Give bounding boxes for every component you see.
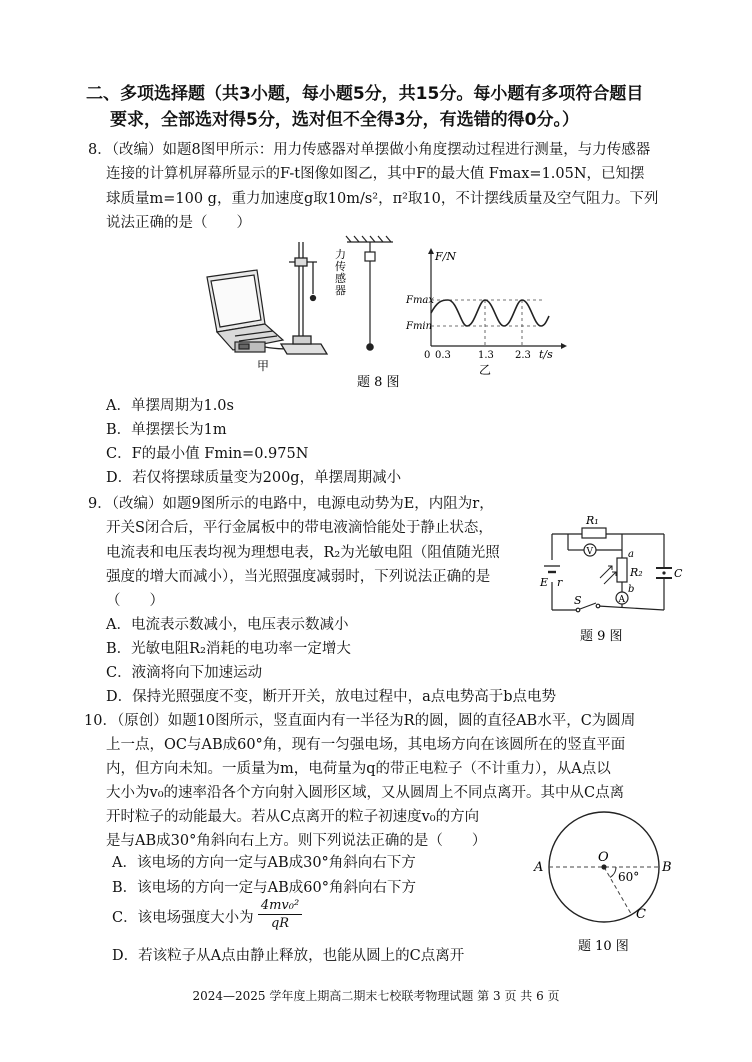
q10-circle-figure [532, 810, 692, 960]
ceiling-pendulum-icon [346, 236, 393, 350]
section-title-line1: 二、多项选择题（共3小题，每小题5分，共15分。每小题有多项符合题目 [86, 84, 644, 104]
q10-option-d: D．若该粒子从A点由静止释放，也能从圆上的C点离开 [112, 948, 465, 964]
q9-option-a: A．电流表示数减小，电压表示数减小 [106, 617, 349, 633]
q9-line-1: 9．（改编）如题9图所示的电路中，电源电动势为E，内阻为r， [88, 496, 494, 512]
switch-label: S [574, 594, 582, 607]
center-dot [601, 864, 606, 869]
internal-r-label: r [557, 576, 563, 589]
emf-label: E [540, 576, 549, 589]
fmin-label: Fmin [406, 321, 433, 332]
point-a-label: A [534, 860, 544, 875]
angle-arc [610, 867, 616, 877]
q10-line-6: 是与AB成30°角斜向右上方。则下列说法正确的是（ ） [106, 833, 487, 849]
origin-label: 0 [424, 350, 431, 361]
section-title-line2: 要求，全部选对得5分，选对但不全得3分，有选错的得0分。） [110, 110, 579, 130]
q10-line-3: 内，但方向未知。一质量为m，电荷量为q的带正电粒子（不计重力），从A点以 [106, 761, 611, 777]
pendulum-stand-icon [281, 242, 327, 354]
q8-option-a: A．单摆周期为1.0s [106, 398, 234, 414]
r1-label: R₁ [586, 514, 599, 527]
q9-option-b: B．光敏电阻R₂消耗的电功率一定增大 [106, 641, 351, 657]
q9-line-5: （ ） [106, 593, 164, 609]
q8-option-c: C．F的最小值 Fmin=0.975N [106, 446, 309, 462]
sensor-label-1: 力 [335, 248, 346, 261]
droplet-icon [662, 571, 665, 574]
voltmeter-label: V [586, 547, 593, 557]
q8-line-3: 球质量m=100 g，重力加速度g取10m/s²，π²取10，不计摆线质量及空气阻力。下列 [106, 191, 659, 207]
q9-line-2: 开关S闭合后，平行金属板中的带电液滴恰能处于静止状态， [106, 520, 493, 536]
q10-option-b: B．该电场的方向一定与AB成60°角斜向右下方 [112, 880, 416, 896]
sensor-label-4: 器 [335, 284, 346, 297]
q10-line-1: 10．（原创）如题10图所示，竖直面内有一半径为R的圆，圆的直径AB水平，C为圆周 [84, 713, 636, 729]
point-a-label: a [628, 549, 634, 560]
q10-line-2: 上一点，OC与AB成60°角，现有一匀强电场，其电场方向在该圆所在的竖直平面 [106, 737, 626, 753]
laptop-icon [207, 270, 283, 350]
q8-figure [195, 232, 570, 392]
q8-line-2: 连接的计算机屏幕所显示的F-t图像如图乙，其中F的最大值 Fmax=1.05N，已知摆 [106, 166, 645, 182]
tick-2-3: 2.3 [515, 350, 531, 361]
point-c-label: C [636, 907, 646, 922]
page-footer: 2024—2025 学年度上期高二期末七校联考物理试题 第 3 页 共 6 页 [192, 989, 560, 1003]
t-axis-label: t/s [539, 348, 553, 361]
q8-figure-caption: 题 8 图 [357, 375, 400, 390]
r2-label: R₂ [630, 566, 643, 579]
q10-figure-caption: 题 10 图 [578, 939, 629, 954]
point-b-label: b [628, 584, 635, 595]
q8-line-1: 8．（改编）如题8图甲所示：用力传感器对单摆做小角度摆动过程进行测量，与力传感器 [88, 142, 651, 158]
q8-line-4: 说法正确的是（ ） [106, 215, 251, 231]
q8-option-b: B．单摆摆长为1m [106, 422, 227, 438]
point-o-label: O [598, 850, 609, 865]
label-jia: 甲 [257, 359, 270, 373]
q9-option-d: D．保持光照强度不变，断开开关，放电过程中，a点电势高于b点电势 [106, 689, 557, 705]
q10-line-5: 开时粒子的动能最大。若从C点离开的粒子初速度v₀的方向 [106, 809, 480, 825]
tick-0-3: 0.3 [435, 350, 451, 361]
q9-line-3: 电流表和电压表均视为理想电表，R₂为光敏电阻（阻值随光照 [106, 545, 500, 561]
sensor-label-2: 传 [335, 260, 346, 273]
q9-option-c: C．液滴将向下加速运动 [106, 665, 263, 681]
q9-line-4: 强度的增大而减小），当光照强度减弱时，下列说法正确的是 [106, 569, 491, 585]
point-b-label: B [662, 860, 672, 875]
formula-denominator: qR [270, 916, 290, 931]
r2-photoresistor-icon [617, 558, 627, 582]
ammeter-label: A [618, 595, 625, 605]
capacitor-label: C [674, 567, 683, 580]
ft-graph [405, 248, 567, 361]
formula-numerator: 4mv₀² [258, 898, 302, 915]
battery-icon [544, 566, 560, 572]
fmax-label: Fmax [406, 295, 435, 306]
f-axis-label: F/N [435, 250, 456, 263]
label-yi: 乙 [479, 363, 492, 377]
q10-option-a: A．该电场的方向一定与AB成30°角斜向右下方 [112, 855, 416, 871]
q9-circuit-figure [538, 510, 683, 645]
q8-option-d: D．若仅将摆球质量变为200g，单摆周期减小 [106, 470, 402, 486]
light-arrows-icon [600, 566, 616, 584]
r1-resistor-icon [582, 528, 606, 538]
q10-line-4: 大小为v₀的速率沿各个方向射入圆形区域，又从圆周上不同点离开。其中从C点离 [106, 785, 625, 801]
field-strength-formula [258, 898, 302, 933]
sensor-label-3: 感 [335, 272, 346, 285]
q9-figure-caption: 题 9 图 [580, 629, 623, 644]
tick-1-3: 1.3 [478, 350, 494, 361]
angle-label: 60° [618, 870, 640, 884]
q10-option-c: C．该电场强度大小为 [112, 910, 254, 926]
